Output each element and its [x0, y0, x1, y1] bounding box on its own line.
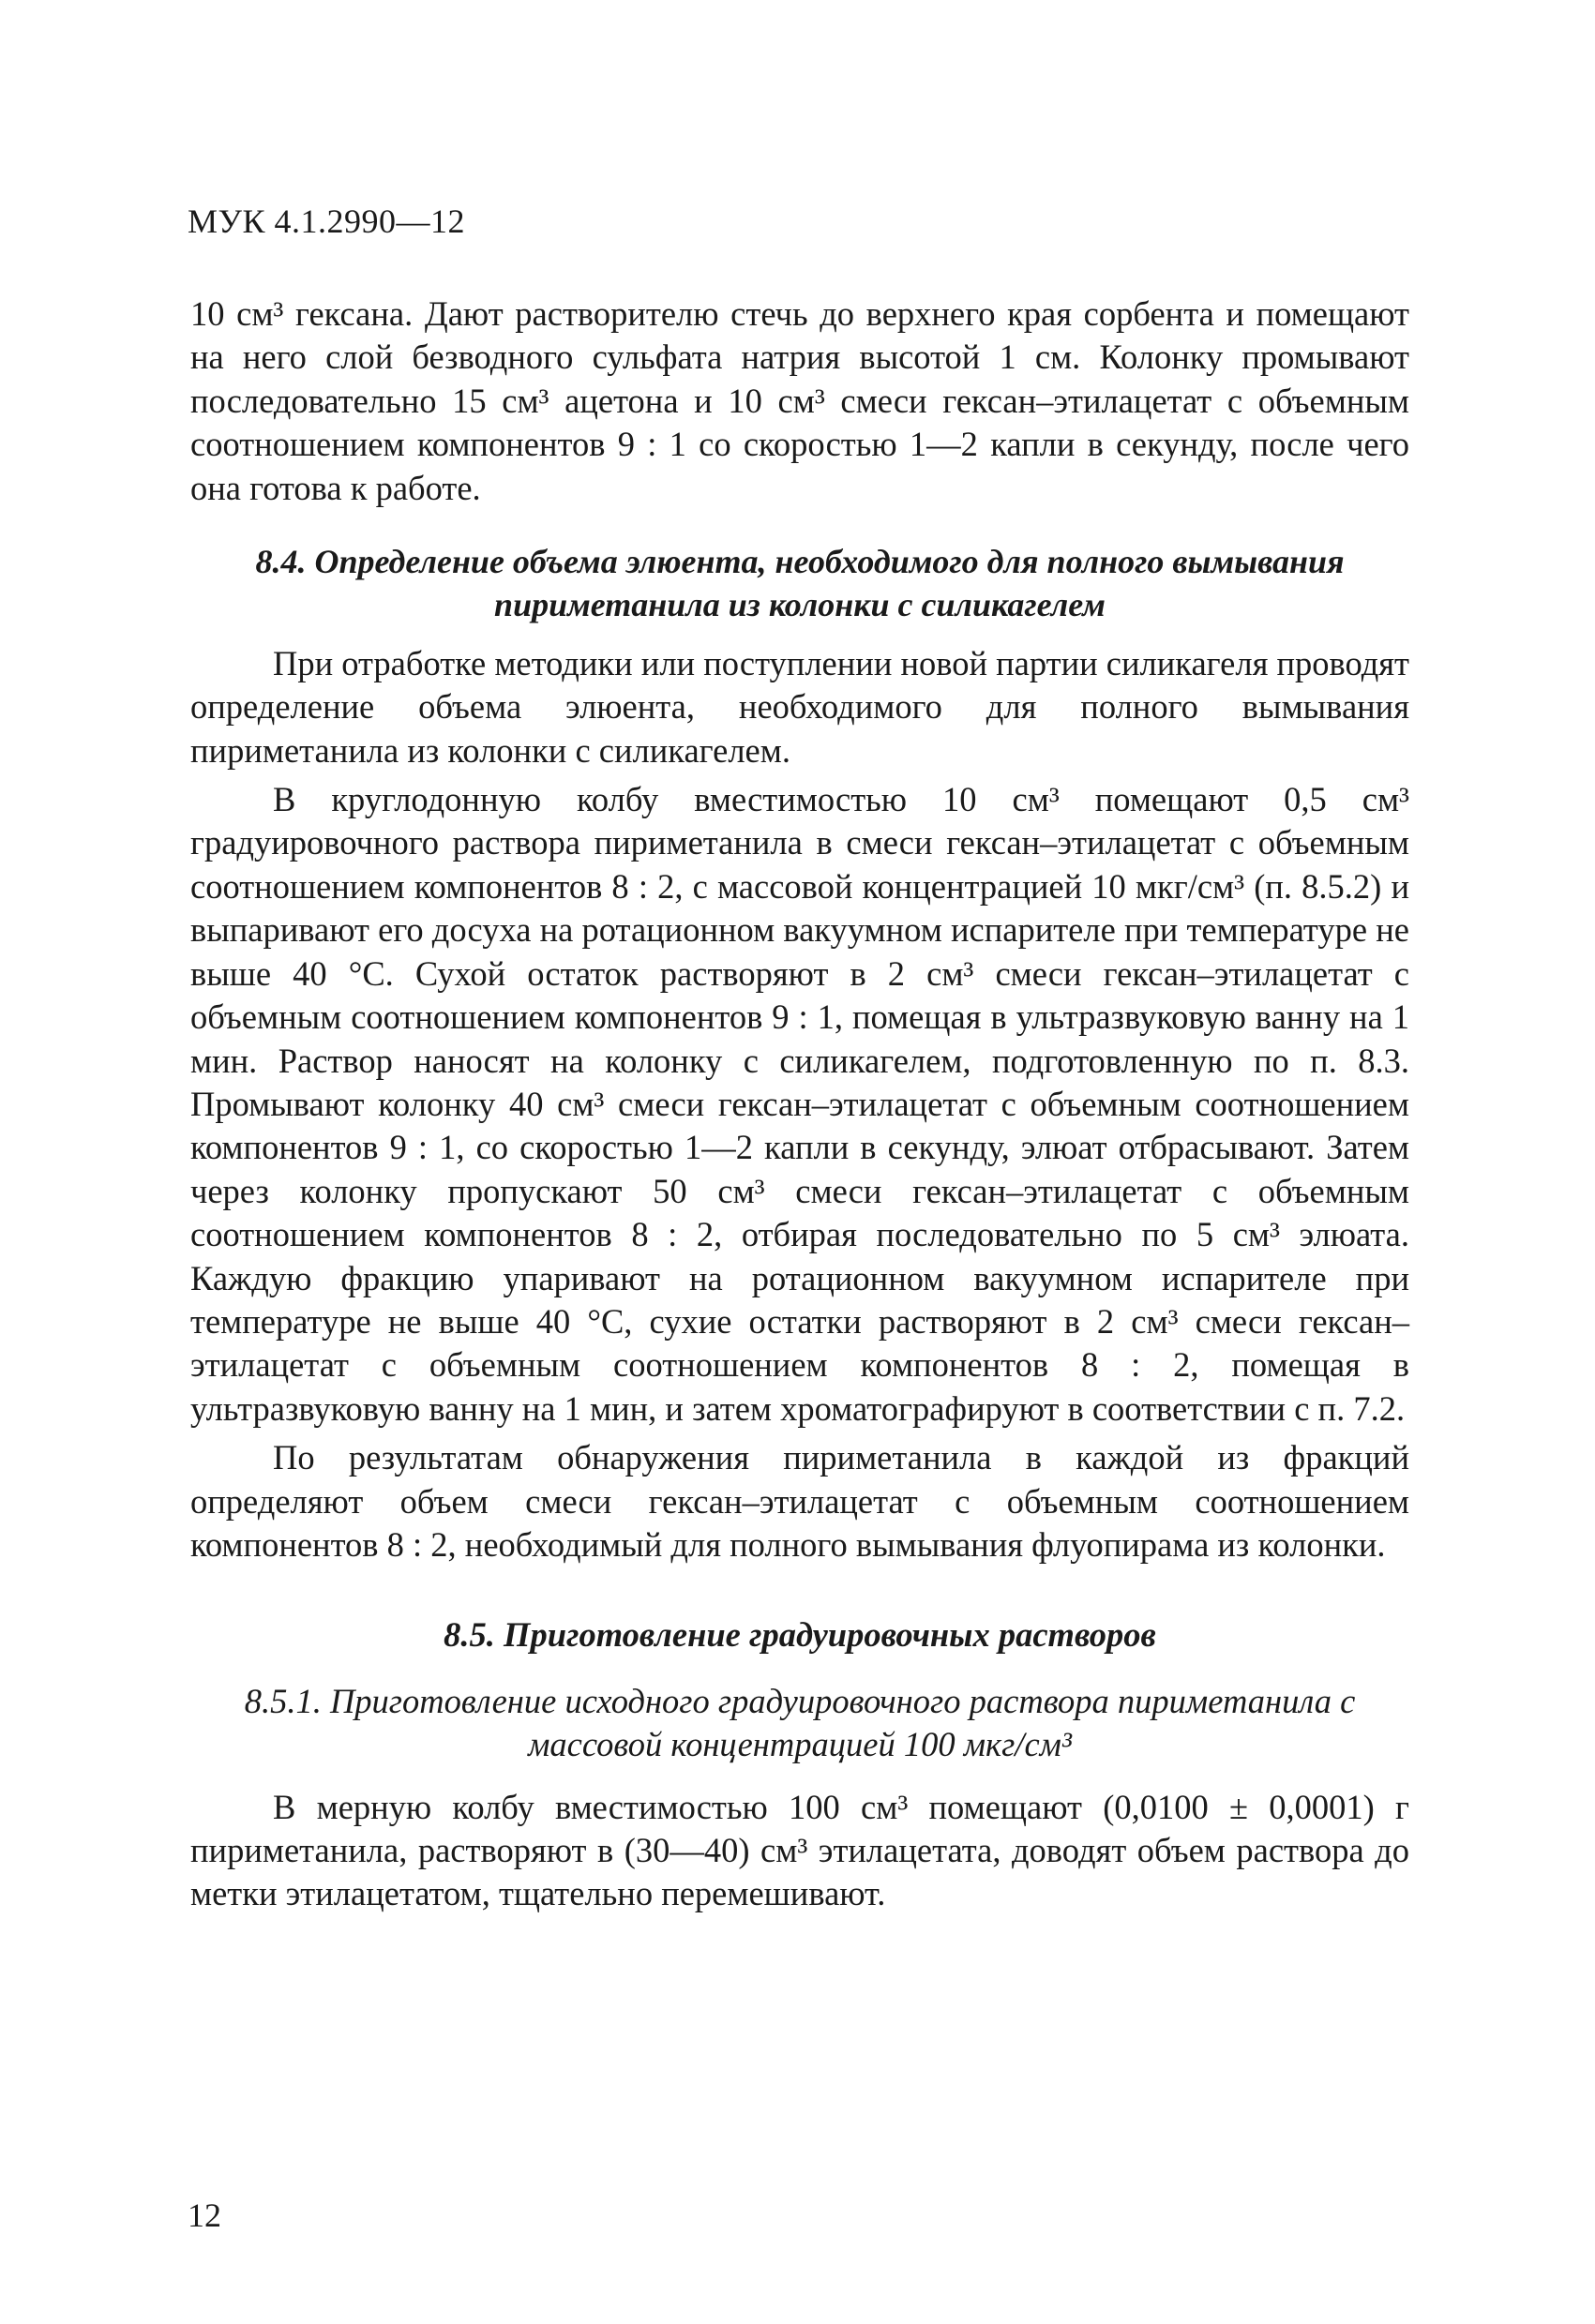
- page-body: [190, 292, 1409, 1916]
- document-code-header: МУК 4.1.2990—12: [188, 202, 466, 240]
- intro-paragraph: 10 см³ гексана. Дают растворителю стечь до верхнего края сорбента и помещают на него слой безводного сульфата натрия высотой 1 см. Колонку промывают последовательно 15 см³ ацетона и 10 см³ смеси гексан–этилацетат с объемным соотношением компонентов 9 : 1 со скоростью 1—2 капли в секунду, после чего она готова к работе.: [190, 294, 1409, 507]
- section-8-4-paragraph-3: По результатам обнаружения пириметанила в каждой из фракций определяют объем смеси гексан–этилацетат с объемным соотношением компонентов 8 : 2, необходимый для полного вымывания флуопирама из колонки.: [190, 1438, 1409, 1564]
- section-8-4-paragraph-2: В круглодонную колбу вместимостью 10 см³ помещают 0,5 см³ градуировочного раствора пириметанила в смеси гексан–этилацетат с объемным соотношением компонентов 8 : 2, с массовой концентрацией 10 мкг/см³ (п. 8.5.2) и выпаривают его досуха на ротационном вакуумном испарителе при температуре не выше 40 °С. Сухой остаток растворяют в 2 см³ смеси гексан–этилацетат с объемным соотношением компонентов 9 : 1, помещая в ультразвуковую ванну на 1 мин. Раствор наносят на колонку с силикагелем, подготовленную по п. 8.3. Промывают колонку 40 см³ смеси гексан–этилацетат с объемным соотношением компонентов 9 : 1, со скоростью 1—2 капли в секунду, элюат отбрасывают. Затем через колонку пропускают 50 см³ смеси гексан–этилацетат с объемным соотношением компонентов 8 : 2, отбирая последовательно по 5 см³ элюата. Каждую фракцию упаривают на ротационном вакуумном испарителе при температуре не выше 40 °С, сухие остатки растворяют в 2 см³ смеси гексан–этилацетат с объемным соотношением компонентов 8 : 2, помещая в ультразвуковую ванну на 1 мин, и затем хроматографируют в соответствии с п. 7.2.: [190, 780, 1409, 1428]
- section-8-4-heading: 8.4. Определение объема элюента, необходимого для полного вымывания пириметанила из колонки с силикагелем: [255, 543, 1345, 624]
- page-number: 12: [188, 2197, 221, 2234]
- section-8-5-heading: 8.5. Приготовление градуировочных растворов: [444, 1615, 1156, 1655]
- section-8-4-paragraph-1: При отработке методики или поступлении новой партии силикагеля проводят определение объема элюента, необходимого для полного вымывания пириметанила из колонки с силикагелем.: [190, 643, 1410, 770]
- section-8-5-1-subheading: 8.5.1. Приготовление исходного градуировочного раствора пириметанила с массовой концентрацией 100 мкг/см³: [244, 1681, 1356, 1764]
- section-8-5-1-paragraph: В мерную колбу вместимостью 100 см³ помещают (0,0100 ± 0,0001) г пириметанила, растворяют в (30—40) см³ этилацетата, доводят объем раствора до метки этилацетатом, тщательно перемешивают.: [190, 1787, 1409, 1913]
